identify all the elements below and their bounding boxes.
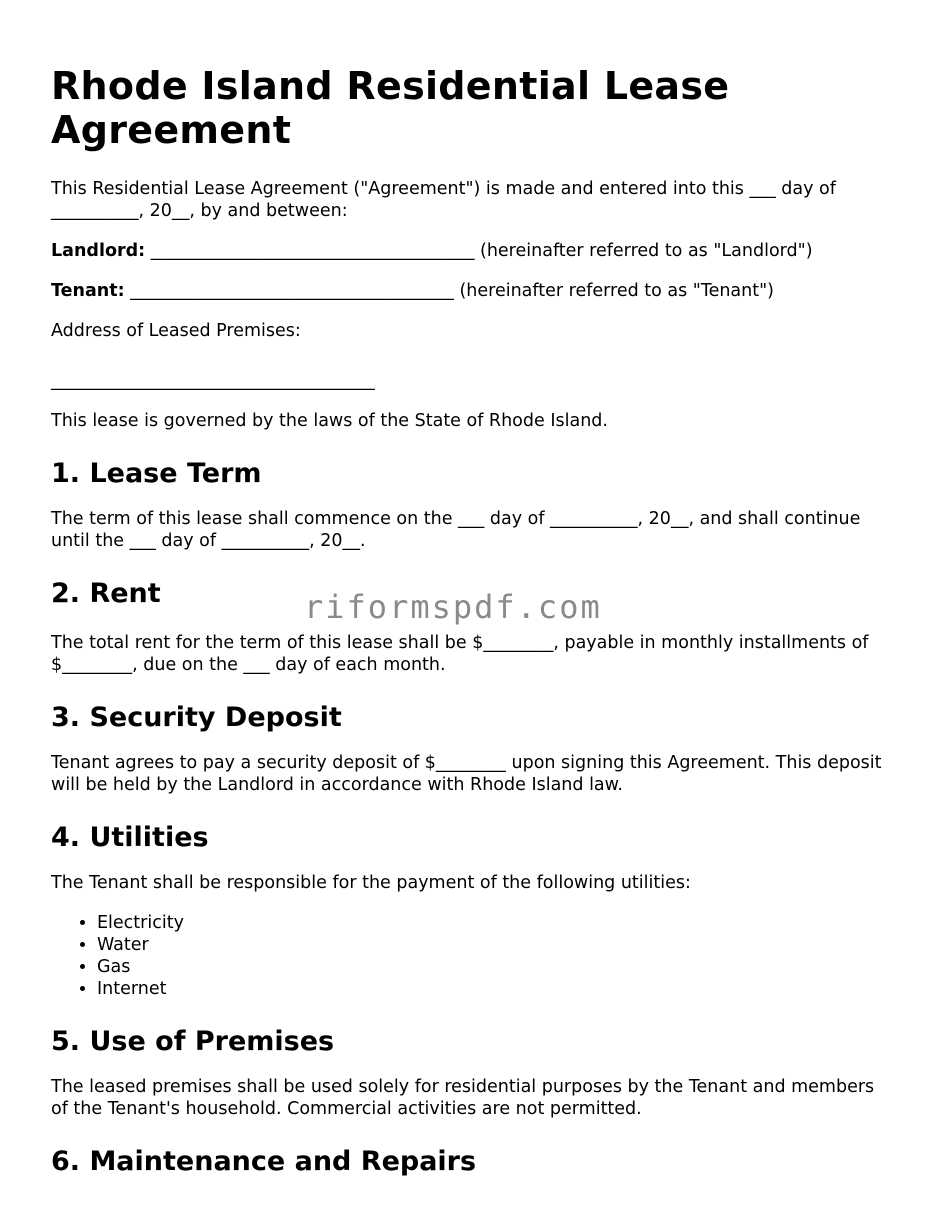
section-heading-rent: 2. Rent xyxy=(51,578,161,609)
section-body-rent: The total rent for the term of this lease shall be $________, payable in monthly installments of $________, due on the ___ day of each month. xyxy=(51,633,869,675)
section-heading-use-of-premises: 5. Use of Premises xyxy=(51,1026,335,1057)
section-body-security-deposit: Tenant agrees to pay a security deposit of $________ upon signing this Agreement. This deposit will be held by the Landlord in accordance with Rhode Island law. xyxy=(51,753,882,795)
address-blank: _____________________________________ xyxy=(51,371,375,391)
section-heading-lease-term: 1. Lease Term xyxy=(51,458,262,489)
governing-law: This lease is governed by the laws of the State of Rhode Island. xyxy=(51,411,608,431)
page-title: Rhode Island Residential Lease Agreement xyxy=(51,64,730,152)
landlord-line xyxy=(51,240,891,262)
address-label: Address of Leased Premises: xyxy=(51,321,301,341)
tenant-line xyxy=(51,280,891,302)
section-body-utilities: The Tenant shall be responsible for the payment of the following utilities: xyxy=(51,873,691,893)
list-item: • Gas xyxy=(97,956,891,978)
document-page xyxy=(51,64,891,1196)
section-heading-security-deposit: 3. Security Deposit xyxy=(51,702,342,733)
section-heading-maintenance: 6. Maintenance and Repairs xyxy=(51,1146,477,1177)
list-item: • Electricity xyxy=(97,912,891,934)
landlord-text: _____________________________________ (hereinafter referred to as "Landlord") xyxy=(145,241,813,261)
section-body-lease-term: The term of this lease shall commence on the ___ day of __________, 20__, and shall continue until the ___ day of __________, 20__. xyxy=(51,509,861,551)
tenant-label: Tenant: xyxy=(51,281,125,301)
landlord-label: Landlord: xyxy=(51,241,146,261)
watermark: riformspdf.com xyxy=(304,588,602,626)
intro-paragraph: This Residential Lease Agreement ("Agreement") is made and entered into this ___ day of __________, 20__, by and between: xyxy=(51,179,836,221)
list-item: • Water xyxy=(97,934,891,956)
tenant-text: _____________________________________ (hereinafter referred to as "Tenant") xyxy=(124,281,774,301)
utilities-list xyxy=(51,912,891,1000)
list-item: • Internet xyxy=(97,978,891,1000)
section-body-use-of-premises: The leased premises shall be used solely for residential purposes by the Tenant and members of the Tenant's household. Commercial activities are not permitted. xyxy=(51,1077,875,1119)
section-heading-utilities: 4. Utilities xyxy=(51,822,209,853)
